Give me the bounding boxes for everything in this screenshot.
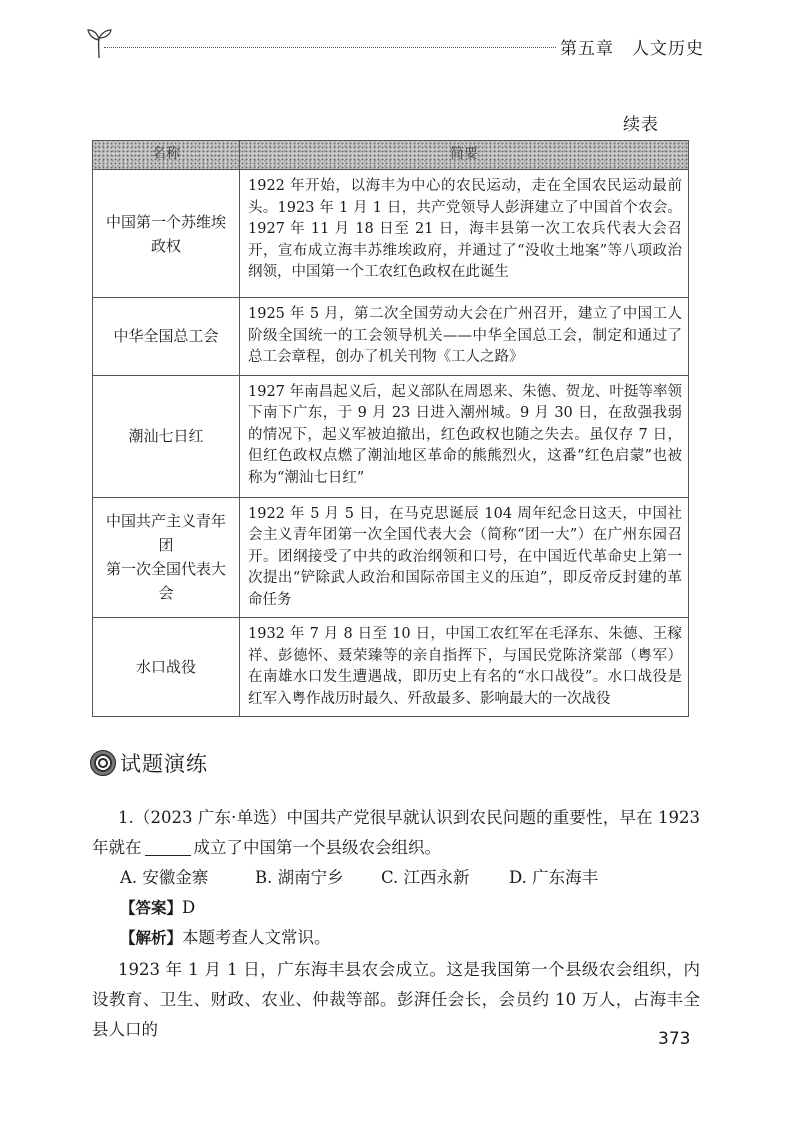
analysis-label: 【解析】 [120,929,183,947]
chapter-heading [542,34,704,59]
header-rule [104,47,556,48]
analysis-line [120,923,331,953]
row-name-line: 潮汕七日红 [128,427,204,445]
row-name-cell [93,375,240,497]
row-name-line: 水口战役 [135,658,196,676]
row-name-line: 中国第一个苏维埃 [105,212,226,231]
row-description: 1922 年 5 月 5 日，在马克思诞辰 104 周年纪念日这天，中国社会主义青年团第一次全国代表大会（简称“团一大”）在广州东园召开。团纲接受了中共的政治纲领和口号，在中国近代革命史上第一次提出“铲除武人政治和国际帝国主义的压迫”，即反帝反封建的革命任务 [240,497,689,618]
row-description: 1927 年南昌起义后，起义部队在周恩来、朱德、贺龙、叶挺等率领下南下广东，于 9 月 23 日进入潮州城。9 月 30 日，在敌强我弱的情况下，起义军被迫撤出，红色政权也随之失去。虽仅存 7 日，但红色政权点燃了潮汕地区革命的熊熊烈火，这番“红色启蒙”也被称为“潮汕七日红” [240,375,689,497]
row-name-cell [93,618,240,717]
row-name-cell [93,497,240,618]
option-c: C. 江西永新 [381,868,470,887]
row-name-cell [93,170,240,298]
sprout-icon [84,24,114,60]
row-name-cell [93,298,240,376]
option-d: D. 广东海丰 [509,868,599,887]
table-row [93,298,689,376]
question-text-before: 1.（2023 广东·单选）中国共产党很早就认识到农民问题的重要性，早在 1923 年就在 [92,808,700,857]
question-stem [92,803,700,863]
answer-label: 【答案】 [120,899,183,917]
running-header [84,22,704,62]
row-name-line: 中国共产主义青年团 [105,512,226,555]
row-description: 1932 年 7 月 8 日至 10 日，中国工农红军在毛泽东、朱德、王稼祥、彭德怀、聂荣臻等的亲自指挥下，与国民党陈济棠部（粤军）在南雄水口发生遭遇战，即历史上有名的“水口战役”。水口战役是红军入粤作战历时最久、歼敌最多、影响最大的一次战役 [240,618,689,717]
section-heading [90,748,208,778]
option-b: B. 湖南宁乡 [255,868,344,887]
table-row [93,618,689,717]
row-name-line: 中华全国总工会 [113,327,219,346]
medallion-icon [90,750,116,776]
answer-options [120,863,598,893]
answer-value: D [182,898,196,917]
table-header-row [93,141,689,170]
option-a: A. 安徽金寨 [120,868,209,887]
chapter-title: 人文历史 [632,39,704,59]
column-header-desc: 简要 [240,141,689,170]
table-row [93,497,689,618]
table-row [93,170,689,298]
page-number: 373 [658,1029,691,1049]
table-row [93,375,689,497]
explanation-paragraph: 1923 年 1 月 1 日，广东海丰县农会成立。这是我国第一个县级农会组织，内设教育、卫生、财政、农业、仲裁等部。彭湃任会长，会员约 10 万人，占海丰全县人口的 [92,960,700,1039]
row-description: 1922 年开始，以海丰为中心的农民运动，走在全国农民运动最前头。1923 年 1 月 1 日，共产党领导人彭湃建立了中国首个农会。1927 年 11 月 18 日至 21 日，海丰县第一次工农兵代表大会召开，宣布成立海丰苏维埃政府，并通过了“没收土地案”等八项政治纲领，中国第一个工农红色政权在此诞生 [240,170,689,298]
chapter-number: 第五章 [560,39,614,59]
answer-blank [145,839,191,856]
row-name-line: 政权 [150,236,181,255]
section-title-text: 试题演练 [120,752,208,776]
question-text-after: 成立了中国第一个县级农会组织。 [193,838,441,857]
column-header-name: 名称 [93,141,240,170]
analysis-text: 本题考查人文常识。 [182,928,331,947]
answer-line [120,893,195,923]
table-continued-label: 续表 [623,115,659,135]
history-table [92,140,689,717]
row-description: 1925 年 5 月，第二次全国劳动大会在广州召开，建立了中国工人阶级全国统一的工会领导机关——中华全国总工会，制定和通过了总工会章程，创办了机关刊物《工人之路》 [240,298,689,376]
row-name-line: 第一次全国代表大会 [105,560,226,603]
